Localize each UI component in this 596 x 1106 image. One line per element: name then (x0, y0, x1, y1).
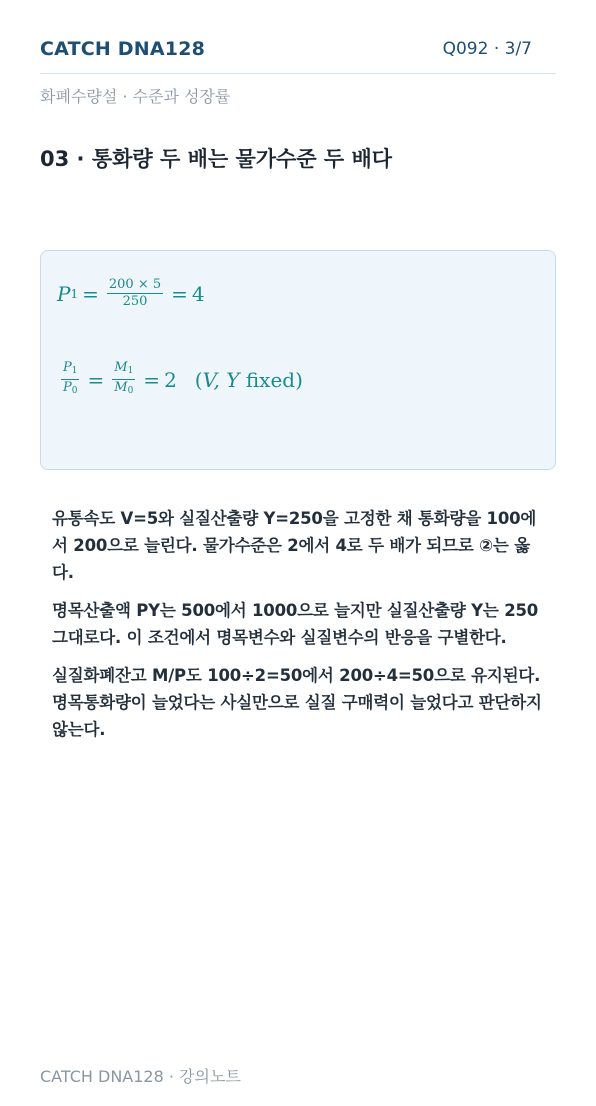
fraction-denominator: P0 (63, 380, 78, 396)
page-footer: CATCH DNA128 · 강의노트 (40, 1067, 241, 1086)
formula-fraction (107, 278, 163, 309)
question-counter: Q092 · 3/7 (442, 39, 532, 59)
equals-sign: = (171, 281, 188, 306)
section-subtitle: 화폐수량설 · 수준과 성장률 (40, 87, 231, 106)
formula-index: 1 (70, 286, 79, 301)
fraction-numerator: M1 (112, 361, 135, 380)
brand-title: CATCH DNA128 (40, 38, 206, 60)
equals-sign: = (82, 281, 99, 306)
formula-box (40, 250, 556, 470)
formula-note-word: fixed (245, 367, 296, 392)
fraction-denominator: 250 (122, 294, 148, 309)
formula-fraction-m (112, 361, 135, 398)
equals-sign: = (143, 367, 161, 392)
formula-fraction-p (61, 361, 79, 398)
explanation-paragraph: 유통속도 V=5와 실질산출량 Y=250을 고정한 채 통화량을 100에서 200으로 늘린다. 물가수준은 2에서 4로 두 배가 되므로 ②는 옳다. (52, 509, 537, 582)
fraction-numerator: P1 (61, 361, 79, 380)
formula-note-vars: V, Y (202, 367, 240, 392)
formula-ratio (57, 361, 303, 398)
equals-sign: = (87, 367, 105, 392)
formula-symbol: P (57, 281, 71, 306)
explanation-paragraph: 명목산출액 PY는 500에서 1000으로 늘지만 실질산출량 Y는 250 그대로다. 이 조건에서 명목변수와 실질변수의 반응을 구별한다. (52, 601, 539, 647)
formula-result: 4 (191, 281, 205, 306)
formula-price-level (57, 278, 205, 309)
fraction-denominator: M0 (114, 380, 134, 396)
explanation-paragraph: 실질화폐잔고 M/P도 100÷2=50에서 200÷4=50으로 유지된다. 명목통화량이 늘었다는 사실만으로 실질 구매력이 늘었다고 판단하지 않는다. (52, 666, 542, 739)
explanation-body (52, 505, 550, 754)
formula-note: (V, Y fixed) (194, 367, 303, 392)
fraction-numerator: 200 × 5 (108, 277, 162, 292)
page-title: 03 · 통화량 두 배는 물가수준 두 배다 (40, 147, 393, 171)
formula-result: 2 (164, 367, 177, 392)
page-header (40, 36, 556, 74)
